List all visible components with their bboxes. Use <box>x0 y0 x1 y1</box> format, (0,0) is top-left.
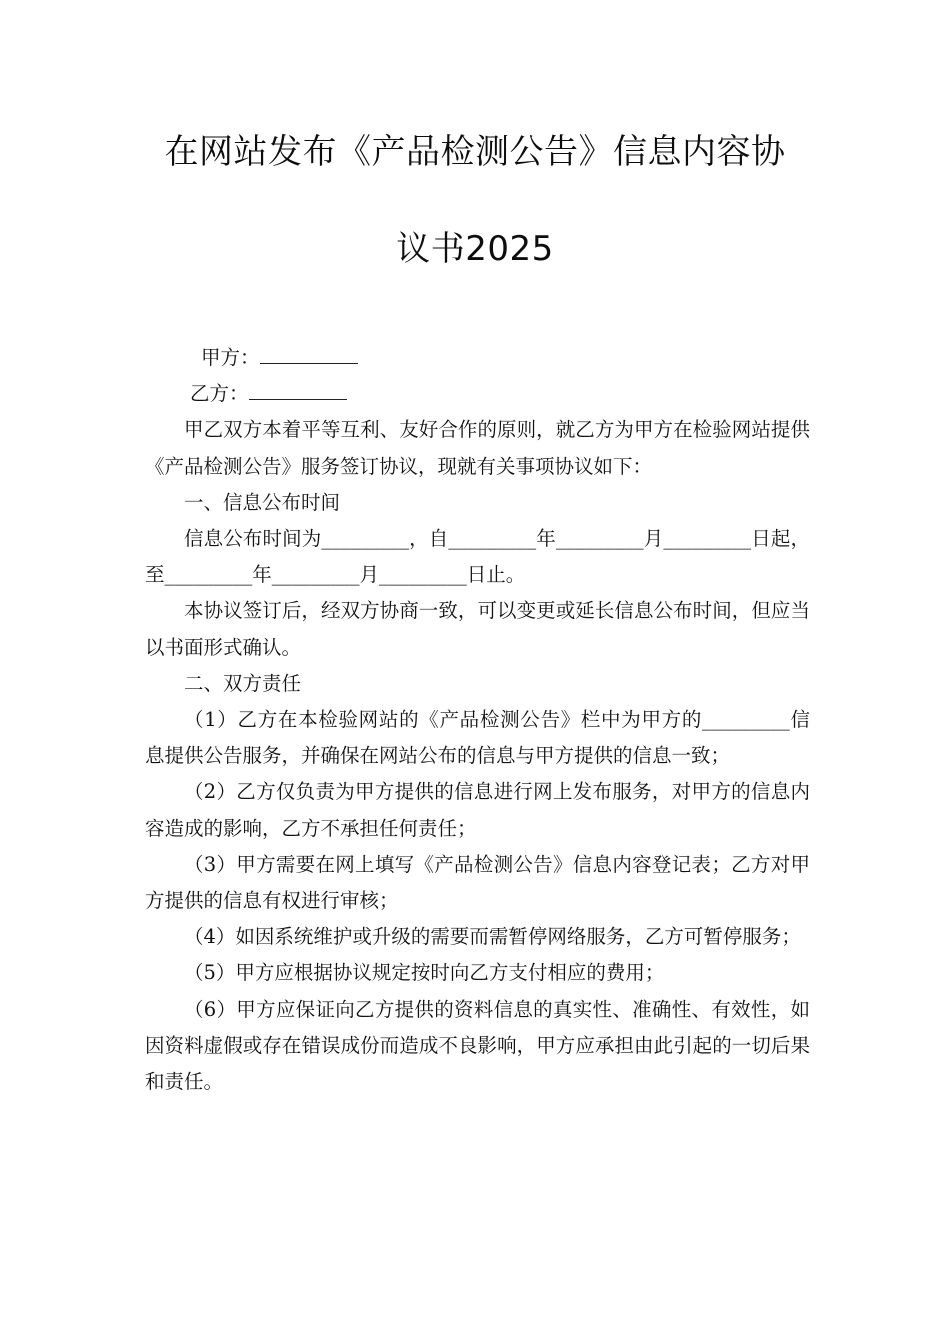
responsibility-item-3: （3）甲方需要在网上填写《产品检测公告》信息内容登记表；乙方对甲方提供的信息有权进行审核； <box>145 852 810 913</box>
responsibility-item-6: （6）甲方应保证向乙方提供的资料信息的真实性、准确性、有效性，如因资料虚假或存在错误成份而造成不良影响，甲方应承担由此引起的一切后果和责任。 <box>145 997 810 1094</box>
responsibility-item-5: （5）甲方应根据协议规定按时向乙方支付相应的费用； <box>184 961 665 985</box>
document-title-line-1: 在网站发布《产品检测公告》信息内容协 <box>164 132 786 172</box>
responsibility-item-2: （2）乙方仅负责为甲方提供的信息进行网上发布服务，对甲方的信息内容造成的影响，乙方不承担任何责任； <box>145 780 810 840</box>
section-heading-1: 一、信息公布时间 <box>184 490 341 514</box>
document-body <box>145 340 810 1100</box>
document-title-line-2: 议书2025 <box>396 229 554 269</box>
party-a-line <box>145 340 810 376</box>
responsibility-item-4: （4）如因系统维护或升级的需要而需暂停网络服务，乙方可暂停服务； <box>184 925 801 949</box>
party-a-blank <box>260 343 358 364</box>
party-b-line <box>145 376 810 412</box>
party-a-label: 甲方： <box>201 346 260 369</box>
paragraph-extension: 本协议签订后，经双方协商一致，可以变更或延长信息公布时间，但应当以书面形式确认。 <box>145 599 810 659</box>
responsibility-item-1: （1）乙方在本检验网站的《产品检测公告》栏中为甲方的_________信息提供公告服务，并确保在网站公布的信息与甲方提供的信息一致； <box>145 708 810 768</box>
section-heading-2: 二、双方责任 <box>184 671 302 695</box>
paragraph-intro: 甲乙双方本着平等互利、友好合作的原则，就乙方为甲方在检验网站提供《产品检测公告》服务签订协议，现就有关事项协议如下： <box>145 418 810 478</box>
party-b-label: 乙方： <box>190 382 249 406</box>
party-b-blank <box>249 379 347 400</box>
paragraph-publish-time: 信息公布时间为_________，自_________年_________月_________日起，至_________年_________月_________日止。 <box>145 527 810 587</box>
